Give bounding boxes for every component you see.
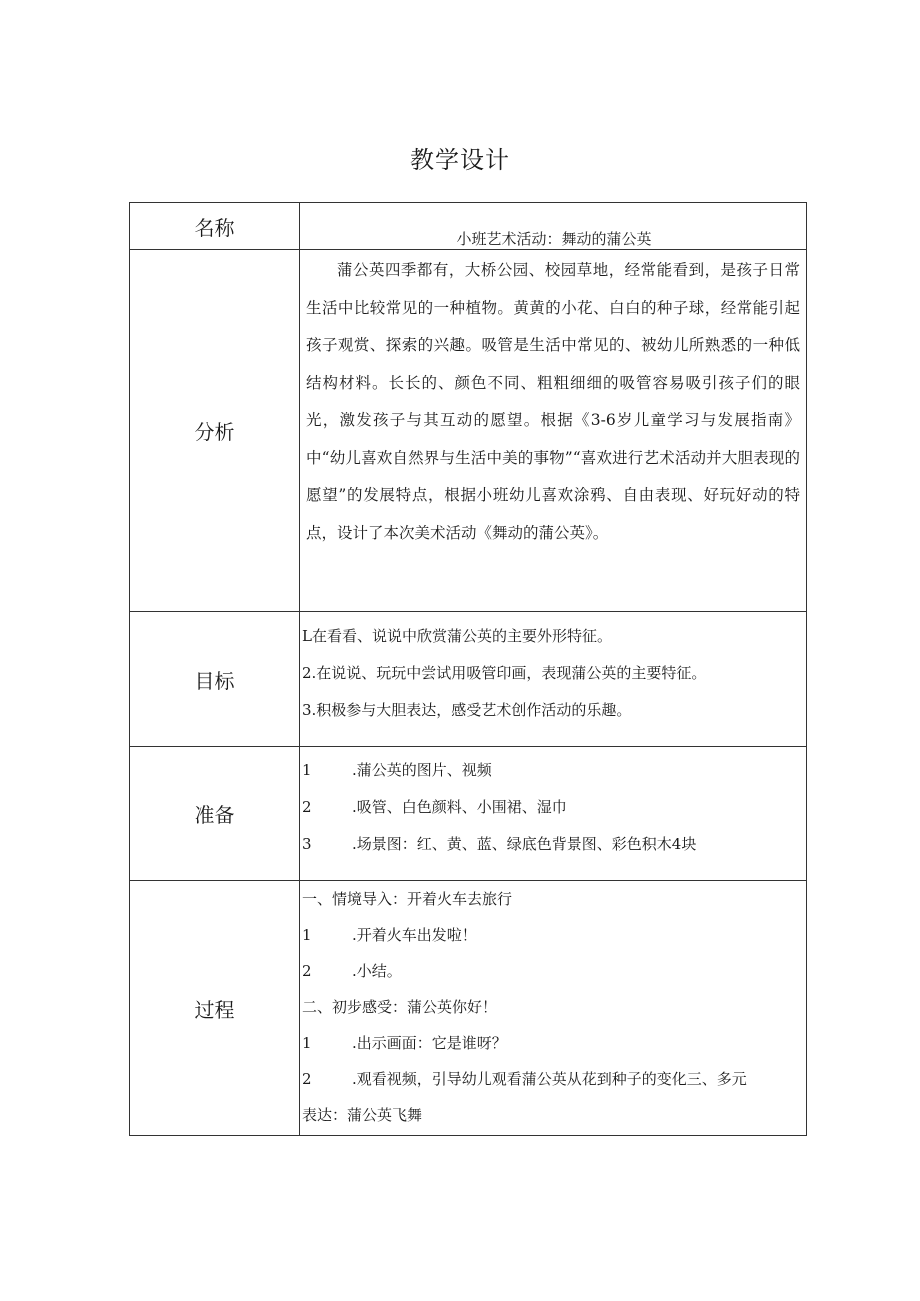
prep-item-number: 1 xyxy=(302,761,312,779)
document-title: 教学设计 xyxy=(410,146,510,174)
cell-analysis xyxy=(300,250,807,612)
process-step-number: 2 xyxy=(302,962,312,980)
table-row-process xyxy=(130,881,807,1136)
process-section-title: 二、初步感受：蒲公英你好！ xyxy=(302,998,498,1016)
process-step-text: .观看视频，引导幼儿观看蒲公英从花到种子的变化三、多元 xyxy=(352,1070,747,1088)
prep-item-number: 3 xyxy=(302,835,312,853)
table-row-name xyxy=(130,203,807,250)
process-step-text: .出示画面：它是谁呀？ xyxy=(352,1034,507,1052)
process-step-text: .小结。 xyxy=(352,962,402,980)
table-row-goals xyxy=(130,612,807,747)
cell-preparation xyxy=(300,747,807,881)
cell-goals xyxy=(300,612,807,747)
process-step-number: 1 xyxy=(302,1034,312,1052)
label-analysis: 分析 xyxy=(130,250,300,612)
lesson-plan-table xyxy=(129,202,807,1136)
prep-item xyxy=(302,752,806,789)
cell-name xyxy=(300,203,807,250)
analysis-paragraph: 蒲公英四季都有，大桥公园、校园草地，经常能看到，是孩子日常生活中比较常见的一种植物。黄黄的小花、白白的种子球，经常能引起孩子观赏、探索的兴趣。吸管是生活中常见的、被幼儿所熟悉的一种低结构材料。长长的、颜色不同、粗粗细细的吸管容易吸引孩子们的眼光，激发孩子与其互动的愿望。根据《3-6岁儿童学习与发展指南》中“幼儿喜欢自然界与生活中美的事物”“喜欢进行艺术活动并大胆表现的愿望”的发展特点，根据小班幼儿喜欢涂鸦、自由表现、好玩好动的特点，设计了本次美术活动《舞动的蒲公英》。 xyxy=(306,261,800,542)
prep-item xyxy=(302,789,806,826)
process-step xyxy=(302,1025,806,1061)
label-preparation: 准备 xyxy=(130,747,300,881)
cell-process xyxy=(300,881,807,1136)
process-step xyxy=(302,953,806,989)
label-name: 名称 xyxy=(130,203,300,250)
prep-item-text: .场景图：红、黄、蓝、绿底色背景图、彩色积木4块 xyxy=(352,835,697,853)
process-continuation: 表达：蒲公英飞舞 xyxy=(302,1106,423,1124)
goal-item: 3.积极参与大胆表达，感受艺术创作活动的乐趣。 xyxy=(302,701,632,719)
process-step-text: .开着火车出发啦！ xyxy=(352,926,477,944)
process-section-title: 一、情境导入：开着火车去旅行 xyxy=(302,890,513,908)
table-row-preparation xyxy=(130,747,807,881)
table-row-analysis xyxy=(130,250,807,612)
process-step xyxy=(302,1061,806,1097)
label-goals: 目标 xyxy=(130,612,300,747)
prep-item xyxy=(302,826,806,863)
prep-item-text: .吸管、白色颜料、小围裙、湿巾 xyxy=(352,798,567,816)
process-step xyxy=(302,917,806,953)
goal-item: 2.在说说、玩玩中尝试用吸管印画，表现蒲公英的主要特征。 xyxy=(302,664,707,682)
activity-name: 小班艺术活动：舞动的蒲公英 xyxy=(456,230,652,248)
prep-item-text: .蒲公英的图片、视频 xyxy=(352,761,492,779)
process-step-number: 1 xyxy=(302,926,312,944)
label-process: 过程 xyxy=(130,881,300,1136)
process-step-number: 2 xyxy=(302,1070,312,1088)
goal-item: L在看看、说说中欣赏蒲公英的主要外形特征。 xyxy=(302,627,612,645)
prep-item-number: 2 xyxy=(302,798,312,816)
